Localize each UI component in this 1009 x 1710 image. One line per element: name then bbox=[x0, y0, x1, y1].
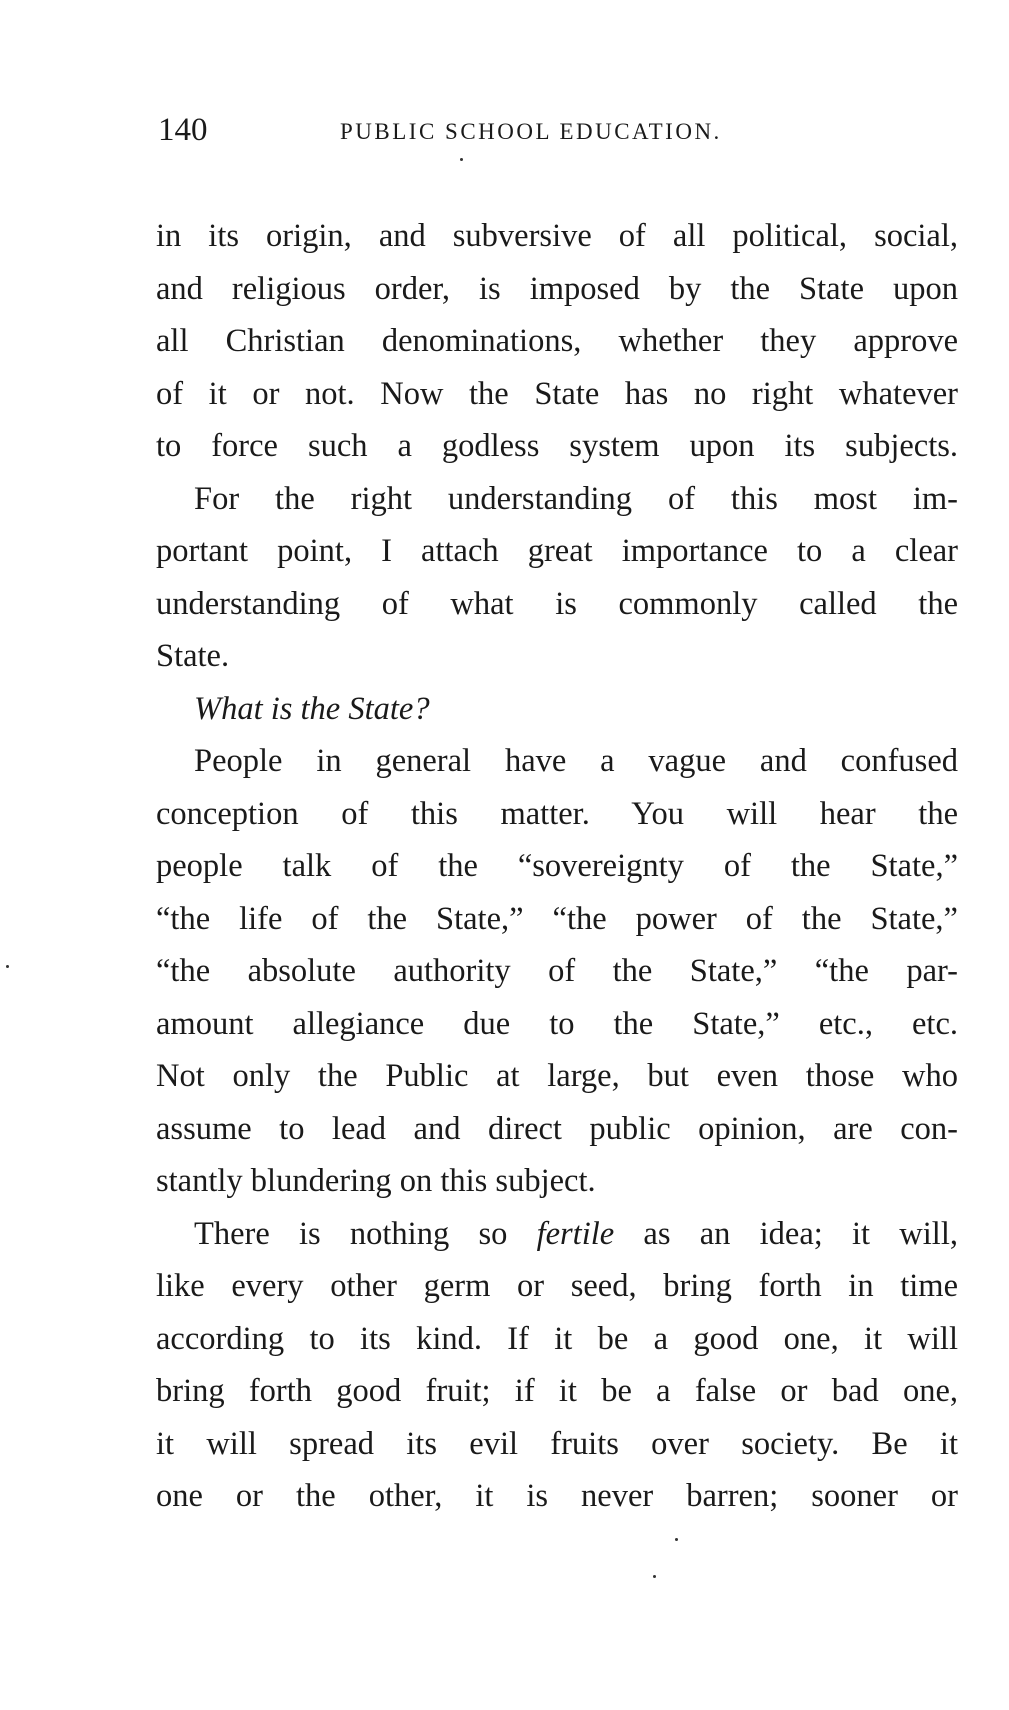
text-line: and religious order, is imposed by the State upon bbox=[156, 270, 958, 307]
print-speck bbox=[653, 1575, 656, 1578]
print-speck bbox=[460, 158, 463, 161]
text-line: portant point, I attach great importance to a clear bbox=[156, 533, 958, 569]
text-line: to force such a godless system upon its subjects. bbox=[156, 428, 958, 464]
text-line: according to its kind. If it be a good one, it will bbox=[156, 1320, 958, 1357]
text-line: it will spread its evil fruits over society. Be it bbox=[156, 1425, 958, 1462]
text-line: conception of this matter. You will hear the bbox=[156, 795, 958, 832]
text-run: as an idea; it will, bbox=[614, 1215, 958, 1252]
paragraph-start-line: People in general have a vague and confused bbox=[194, 743, 958, 779]
emphasis-word: fertile bbox=[536, 1215, 615, 1252]
text-line: Not only the Public at large, but even those who bbox=[156, 1058, 958, 1094]
running-head: PUBLIC SCHOOL EDUCATION. bbox=[340, 119, 722, 144]
text-line: assume to lead and direct public opinion, are con- bbox=[156, 1110, 958, 1147]
text-line: amount allegiance due to the State,” etc., etc. bbox=[156, 1005, 958, 1042]
body-text bbox=[156, 210, 958, 1523]
text-line: bring forth good fruit; if it be a false or bad one, bbox=[156, 1373, 958, 1409]
paragraph-start-line: For the right understanding of this most im- bbox=[194, 480, 958, 517]
text-run: There is nothing so bbox=[194, 1215, 537, 1252]
text-line: like every other germ or seed, bring forth in time bbox=[156, 1268, 958, 1304]
text-line: one or the other, it is never barren; sooner or bbox=[156, 1478, 958, 1514]
section-question: What is the State? bbox=[194, 690, 430, 727]
page-header bbox=[158, 110, 958, 150]
text-line: in its origin, and subversive of all political, social, bbox=[156, 218, 958, 254]
text-line: understanding of what is commonly called the bbox=[156, 585, 958, 622]
text-line: “the life of the State,” “the power of the State,” bbox=[156, 900, 958, 937]
text-line: stantly blundering on this subject. bbox=[156, 1163, 596, 1199]
paragraph-start-line bbox=[156, 1208, 958, 1261]
print-speck bbox=[675, 1538, 678, 1541]
text-line: people talk of the “sovereignty of the State,” bbox=[156, 848, 958, 884]
text-line: of it or not. Now the State has no right whatever bbox=[156, 375, 958, 412]
text-line: all Christian denominations, whether they approve bbox=[156, 323, 958, 359]
text-line: “the absolute authority of the State,” “the par- bbox=[156, 953, 958, 989]
page-number: 140 bbox=[158, 112, 208, 148]
print-speck bbox=[6, 965, 9, 968]
text-line: State. bbox=[156, 638, 230, 674]
